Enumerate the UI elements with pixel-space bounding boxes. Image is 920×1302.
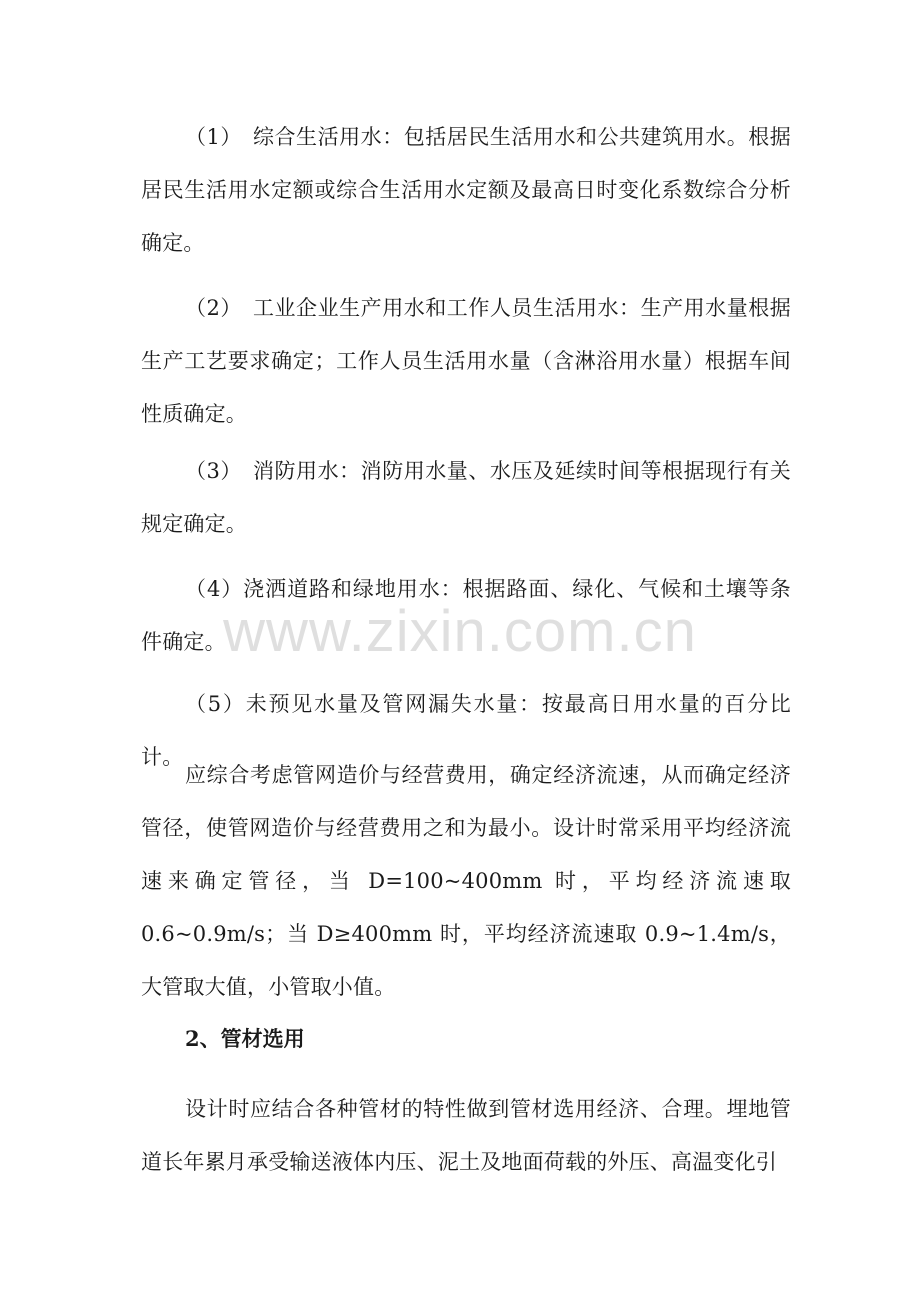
watermark-text: www.zixin.com.cn: [223, 599, 697, 664]
paragraph-industrial-water: （2） 工业企业生产用水和工作人员生活用水：生产用水量根据生产工艺要求确定；工作人员生活用水量（含淋浴用水量）根据车间性质确定。: [141, 296, 791, 426]
paragraph-road-green-water: （4）浇洒道路和绿地用水：根据路面、绿化、气候和土壤等条件确定。: [141, 577, 791, 654]
section-heading: 2、管材选用: [185, 1026, 305, 1051]
paragraph-unforeseen-water: （5）未预见水量及管网漏失水量：按最高日用水量的百分比计。: [141, 692, 791, 769]
paragraph-domestic-water: （1） 综合生活用水：包括居民生活用水和公共建筑用水。根据居民生活用水定额或综合生活用水定额及最高日时变化系数综合分析确定。: [141, 125, 791, 255]
paragraph-pipe-material: 设计时应结合各种管材的特性做到管材选用经济、合理。埋地管道长年累月承受输送液体内压、泥土及地面荷载的外压、高温变化引: [141, 1097, 791, 1174]
paragraph-fire-water: （3） 消防用水：消防用水量、水压及延续时间等根据现行有关规定确定。: [141, 459, 791, 536]
paragraph-economic-velocity: 应综合考虑管网造价与经营费用，确定经济流速，从而确定经济管径，使管网造价与经营费用之和为最小。设计时常采用平均经济流速来确定管径，当 D=100~400mm 时，平均经济流速取 0.6~0.9m/s；当 D≥400mm 时，平均经济流速取 0.9~1.4m/s，大管取大值，小管取小值。: [141, 763, 791, 999]
